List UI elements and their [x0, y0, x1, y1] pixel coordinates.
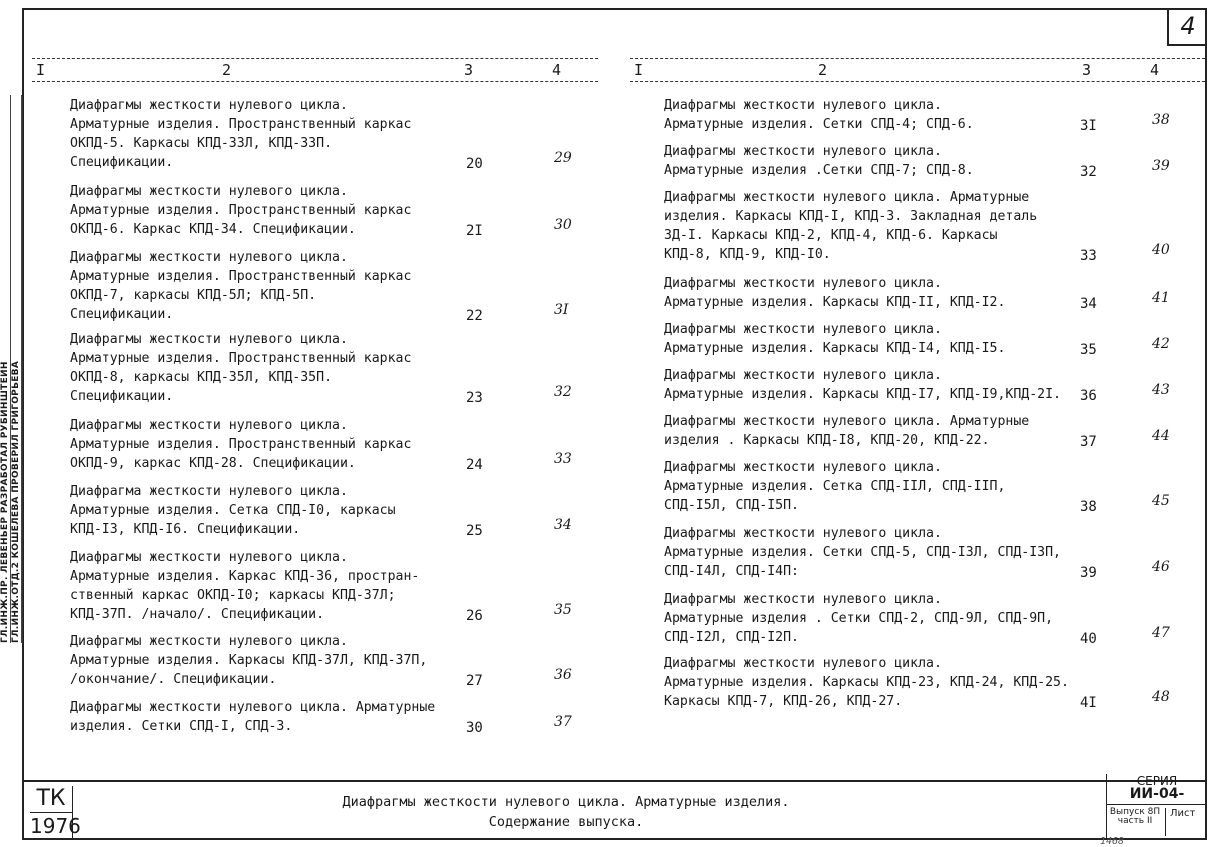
entry-description-line: Арматурные изделия. Каркасы КПД-II, КПД-I2. [664, 295, 1006, 310]
column-header [630, 58, 1205, 82]
entry-page-number: 22 [466, 308, 483, 324]
entry-description-line: Диафрагмы жесткости нулевого цикла. [664, 656, 942, 671]
entry-description-line: ЗД-I. Каркасы КПД-2, КПД-4, КПД-6. Каркасы [664, 228, 998, 243]
stamp-row: ГЛ.ИНЖ.ОТД.2 КОШЕЛЕВА ПРОВЕРИЛ ГРИГОРЬЕВА [11, 95, 22, 643]
entry-description-line: Диафрагмы жесткости нулевого цикла. [70, 184, 348, 199]
entry-description-line: Арматурные изделия. Каркасы КПД-23, КПД-24, КПД-25. [664, 675, 1069, 690]
entry-description-line: Диафрагмы жесткости нулевого цикла. [664, 276, 942, 291]
entry-sheet-number: 36 [554, 667, 572, 683]
entry-description-line: Арматурные изделия. Каркасы КПД-I7, КПД-I9,КПД-2I. [664, 387, 1061, 402]
entry-description-line: изделия. Каркасы КПД-I, КПД-3. Закладная деталь [664, 209, 1038, 224]
entry-description-line: Диафрагмы жесткости нулевого цикла. [70, 550, 348, 565]
entry-description-line: Арматурные изделия. Сетки СПД-5, СПД-I3Л, СПД-I3П, [664, 545, 1061, 560]
column-header [32, 58, 598, 82]
entry-page-number: 39 [1080, 565, 1097, 581]
entry-description-line: Диафрагмы жесткости нулевого цикла. Арматурные [664, 190, 1030, 205]
entry-sheet-number: 30 [554, 217, 572, 233]
contents-column-right [630, 58, 1205, 711]
entry-sheet-number: 3I [554, 302, 569, 318]
entry-page-number: 34 [1080, 296, 1097, 312]
series-label: СЕРИЯ [1136, 774, 1178, 788]
entry-page-number: 32 [1080, 164, 1097, 180]
entry-description-line: ОКПД-6. Каркас КПД-34. Спецификации. [70, 222, 356, 237]
entry-description-line: Диафрагмы жесткости нулевого цикла. [664, 98, 942, 113]
entry-page-number: 23 [466, 390, 483, 406]
entry-sheet-number: 29 [554, 150, 572, 166]
entry-description-line: Арматурные изделия . Сетки СПД-2, СПД-9Л, СПД-9П, [664, 611, 1054, 626]
entry-sheet-number: 37 [554, 714, 572, 730]
entry-sheet-number: 42 [1152, 336, 1170, 352]
entry-description-line: Каркасы КПД-7, КПД-26, КПД-27. [664, 694, 903, 709]
header-col-2: 2 [818, 61, 828, 79]
entry-description-line: Диафрагмы жесткости нулевого цикла. [70, 634, 348, 649]
entry-description-line: Диафрагмы жесткости нулевого цикла. [664, 322, 942, 337]
title-block [22, 774, 1207, 842]
entry-description-line: Диафрагма жесткости нулевого цикла. [70, 484, 348, 499]
entry-sheet-number: 38 [1152, 112, 1170, 128]
entry-page-number: 25 [466, 523, 483, 539]
entry-sheet-number: 32 [554, 384, 572, 400]
entry-description-line: СПД-I2Л, СПД-I2П. [664, 630, 799, 645]
entry-page-number: 30 [466, 720, 483, 736]
entry-sheet-number: 33 [554, 451, 572, 467]
signature-stamp [0, 96, 23, 644]
entry-description-line: Диафрагмы жесткости нулевого цикла. [70, 332, 348, 347]
series-box [1106, 774, 1207, 840]
entry-description-line: Диафрагмы жесткости нулевого цикла. [664, 368, 942, 383]
entry-description-line: СПД-I5Л, СПД-I5П. [664, 498, 799, 513]
entry-description-line: Диафрагмы жесткости нулевого цикла. [70, 418, 348, 433]
entry-page-number: 2I [466, 223, 483, 239]
entry-description-line: ОКПД-9, каркас КПД-28. Спецификации. [70, 456, 356, 471]
header-col-1: I [634, 61, 644, 79]
entry-description-line: КПД-37П. /начало/. Спецификации. [70, 607, 325, 622]
entry-sheet-number: 45 [1152, 493, 1170, 509]
stamp-text [0, 95, 22, 643]
entry-description-line: Арматурные изделия. Пространственный каркас [70, 269, 412, 284]
entry-sheet-number: 35 [554, 602, 572, 618]
entry-description-line: Диафрагмы жесткости нулевого цикла. [664, 526, 942, 541]
stamp-row: ГЛ.ИНЖ.ПР. ЛЕВЕНЬЕР РАЗРАБОТАЛ РУБИНШТЕЙН [0, 95, 11, 643]
entry-description-line: Арматурные изделия. Пространственный каркас [70, 437, 412, 452]
entry-description-line: /окончание/. Спецификации. [70, 672, 277, 687]
entry-sheet-number: 48 [1152, 689, 1170, 705]
header-col-1: I [36, 61, 46, 79]
entry-description-line: Арматурные изделия. Пространственный каркас [70, 203, 412, 218]
entry-description-line: Диафрагмы жесткости нулевого цикла. [664, 592, 942, 607]
entry-page-number: 38 [1080, 499, 1097, 515]
entry-description-line: Арматурные изделия. Каркасы КПД-37Л, КПД-37П, [70, 653, 428, 668]
entry-description-line: СПД-I4Л, СПД-I4П: [664, 564, 799, 579]
entry-page-number: 40 [1080, 631, 1097, 647]
entry-description-line: Арматурные изделия. Каркас КПД-36, простран- [70, 569, 420, 584]
entry-page-number: 33 [1080, 248, 1097, 264]
sheet-number: 4 [1167, 8, 1207, 46]
caption-line-2: Содержание выпуска. [488, 814, 644, 830]
bottom-mark: 1468 [1100, 836, 1125, 847]
entry-page-number: 4I [1080, 695, 1097, 711]
entry-description-line: ОКПД-8, каркасы КПД-35Л, КПД-35П. [70, 370, 333, 385]
contents-column-left [32, 58, 598, 736]
entry-page-number: 3I [1080, 118, 1097, 134]
entry-description-line: Арматурные изделия. Каркасы КПД-I4, КПД-I5. [664, 341, 1006, 356]
series-value: ИИ-04- [1107, 786, 1207, 805]
entry-description-line: Диафрагмы жесткости нулевого цикла. Арматурные [664, 414, 1030, 429]
entry-sheet-number: 39 [1152, 158, 1170, 174]
header-col-3: 3 [464, 61, 474, 79]
entry-sheet-number: 40 [1152, 242, 1170, 258]
issue-label: Выпуск 8П часть II [1109, 807, 1161, 826]
entry-page-number: 20 [466, 156, 483, 172]
organization-code: ТК [30, 786, 72, 813]
sheet-label: Лист [1165, 808, 1195, 836]
entry-description-line: изделия . Каркасы КПД-I8, КПД-20, КПД-22. [664, 433, 990, 448]
entry-description-line: Диафрагмы жесткости нулевого цикла. [70, 98, 348, 113]
entry-page-number: 27 [466, 673, 483, 689]
year: 1976 [30, 814, 81, 838]
entry-description-line: КПД-8, КПД-9, КПД-I0. [664, 247, 831, 262]
entry-description-line: Спецификации. [70, 155, 174, 170]
entry-description-line: Арматурные изделия. Сетка СПД-IIЛ, СПД-IIП, [664, 479, 1006, 494]
header-col-4: 4 [1150, 61, 1160, 79]
caption-line-1: Диафрагмы жесткости нулевого цикла. Арматурные изделия. [342, 794, 790, 810]
entry-description-line: Арматурные изделия. Пространственный каркас [70, 351, 412, 366]
entry-description-line: КПД-I3, КПД-I6. Спецификации. [70, 522, 301, 537]
entry-sheet-number: 43 [1152, 382, 1170, 398]
entry-description-line: ственный каркас ОКПД-I0; каркасы КПД-37Л; [70, 588, 396, 603]
entry-description-line: Диафрагмы жесткости нулевого цикла. [70, 250, 348, 265]
entry-page-number: 36 [1080, 388, 1097, 404]
entry-description-line: ОКПД-7, каркасы КПД-5Л; КПД-5П. [70, 288, 317, 303]
entry-page-number: 37 [1080, 434, 1097, 450]
entry-sheet-number: 34 [554, 517, 572, 533]
entry-page-number: 26 [466, 608, 483, 624]
entry-description-line: ОКПД-5. Каркасы КПД-33Л, КПД-33П. [70, 136, 333, 151]
entry-description-line: изделия. Сетки СПД-I, СПД-3. [70, 719, 293, 734]
entry-sheet-number: 41 [1152, 290, 1170, 306]
entry-description-line: Спецификации. [70, 307, 174, 322]
entry-sheet-number: 47 [1152, 625, 1170, 641]
entry-page-number: 35 [1080, 342, 1097, 358]
header-col-4: 4 [552, 61, 562, 79]
entry-description-line: Арматурные изделия. Сетка СПД-I0, каркасы [70, 503, 396, 518]
entry-description-line: Спецификации. [70, 389, 174, 404]
entry-description-line: Диафрагмы жесткости нулевого цикла. [664, 460, 942, 475]
header-col-2: 2 [222, 61, 232, 79]
entry-description-line: Арматурные изделия. Сетки СПД-4; СПД-6. [664, 117, 974, 132]
entry-sheet-number: 46 [1152, 559, 1170, 575]
entry-description-line: Диафрагмы жесткости нулевого цикла. [664, 144, 942, 159]
entry-description-line: Арматурные изделия. Пространственный каркас [70, 117, 412, 132]
entry-description-line: Диафрагмы жесткости нулевого цикла. Арматурные [70, 700, 436, 715]
header-col-3: 3 [1082, 61, 1092, 79]
entry-sheet-number: 44 [1152, 428, 1170, 444]
entry-description-line: Арматурные изделия .Сетки СПД-7; СПД-8. [664, 163, 974, 178]
entry-page-number: 24 [466, 457, 483, 473]
